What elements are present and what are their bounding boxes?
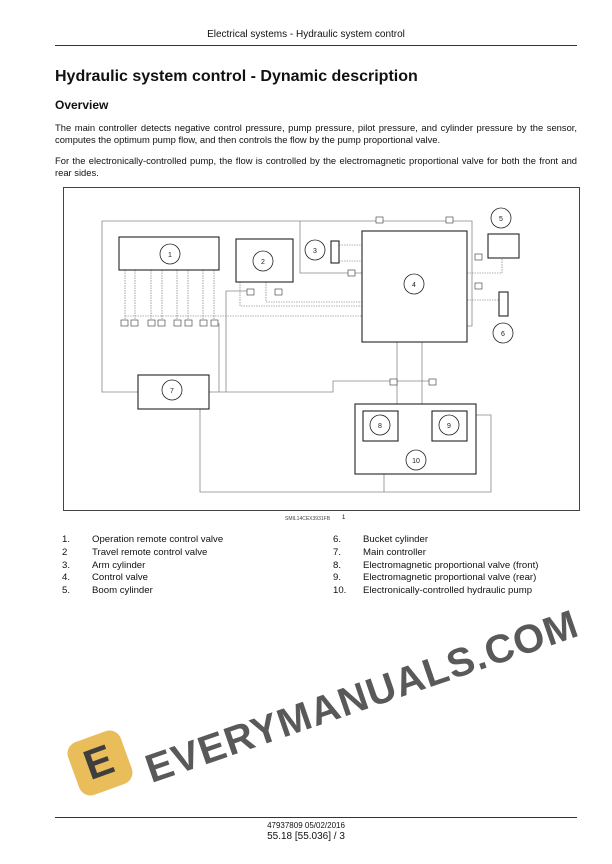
legend-left: [62, 534, 322, 598]
legend-item: [333, 534, 593, 547]
legend-label: Electromagnetic proportional valve (rear): [363, 572, 537, 584]
legend-label: Boom cylinder: [92, 585, 153, 597]
legend-right: [333, 534, 593, 598]
components: [119, 231, 519, 474]
legend-number: 2: [62, 546, 68, 558]
legend-number: 8.: [333, 559, 342, 571]
legend-item: [333, 585, 593, 598]
figure-code: SMIL14CEX3931FB: [285, 516, 331, 522]
legend-number: 9.: [333, 572, 342, 584]
section-heading: Overview: [55, 98, 109, 112]
legend-number: 10.: [333, 585, 347, 597]
arm-cylinder: [331, 241, 339, 263]
legend-label: Arm cylinder: [92, 559, 146, 571]
figure-number: 1: [342, 515, 346, 521]
legend-number: 4.: [62, 572, 71, 584]
footer-page-number: 55.18 [55.036] / 3: [267, 831, 345, 842]
callout-8: 8: [378, 423, 382, 430]
callout-7: 7: [170, 388, 174, 395]
legend-label: Operation remote control valve: [92, 534, 224, 545]
watermark-text: EVERYMANUALS.COM: [140, 602, 585, 792]
page-title: Hydraulic system control - Dynamic description: [55, 68, 418, 85]
callout-4: 4: [412, 282, 416, 289]
legend-item: [333, 547, 593, 560]
callout-2: 2: [261, 259, 265, 266]
legend-item: [62, 585, 322, 598]
legend-number: 6.: [333, 534, 342, 545]
legend-label: Electronically-controlled hydraulic pump: [363, 585, 533, 597]
legend-item: [62, 560, 322, 573]
legend-label: Control valve: [92, 572, 148, 584]
legend-label: Bucket cylinder: [363, 534, 429, 545]
legend-label: Main controller: [363, 546, 426, 558]
legend-item: [333, 572, 593, 585]
legend-label: Travel remote control valve: [92, 546, 208, 558]
paragraph-1: The main controller detects negative control pressure, pump pressure, pilot pressure, and cylinder pressure by the sensor, computes the optimum pump flow, and then controls the flow by the pump proportional valve.: [55, 122, 577, 145]
legend-number: 7.: [333, 546, 342, 558]
legend-item: [62, 572, 322, 585]
callout-5: 5: [499, 216, 503, 223]
legend-number: 1.: [62, 534, 71, 545]
bucket-cylinder: [499, 292, 508, 316]
watermark-logo: E: [64, 727, 136, 799]
callout-10: 10: [412, 458, 420, 465]
callout-9: 9: [447, 423, 451, 430]
legend-number: 5.: [62, 585, 71, 597]
legend-label: Electromagnetic proportional valve (front): [363, 559, 539, 571]
legend-number: 3.: [62, 559, 71, 571]
footer-doc-id: 47937809 05/02/2016: [267, 821, 345, 830]
footer-divider: [55, 817, 577, 818]
boom-cylinder: [488, 234, 519, 258]
callout-6: 6: [501, 331, 505, 338]
legend-item: [333, 560, 593, 573]
callout-3: 3: [313, 248, 317, 255]
legend-item: [62, 534, 322, 547]
callout-1: 1: [168, 252, 172, 259]
paragraph-2: For the electronically-controlled pump, the flow is controlled by the electromagnetic proportional valve for both the front and rear sides.: [55, 155, 577, 178]
running-header: Electrical systems - Hydraulic system control: [207, 29, 405, 40]
legend-item: [62, 547, 322, 560]
